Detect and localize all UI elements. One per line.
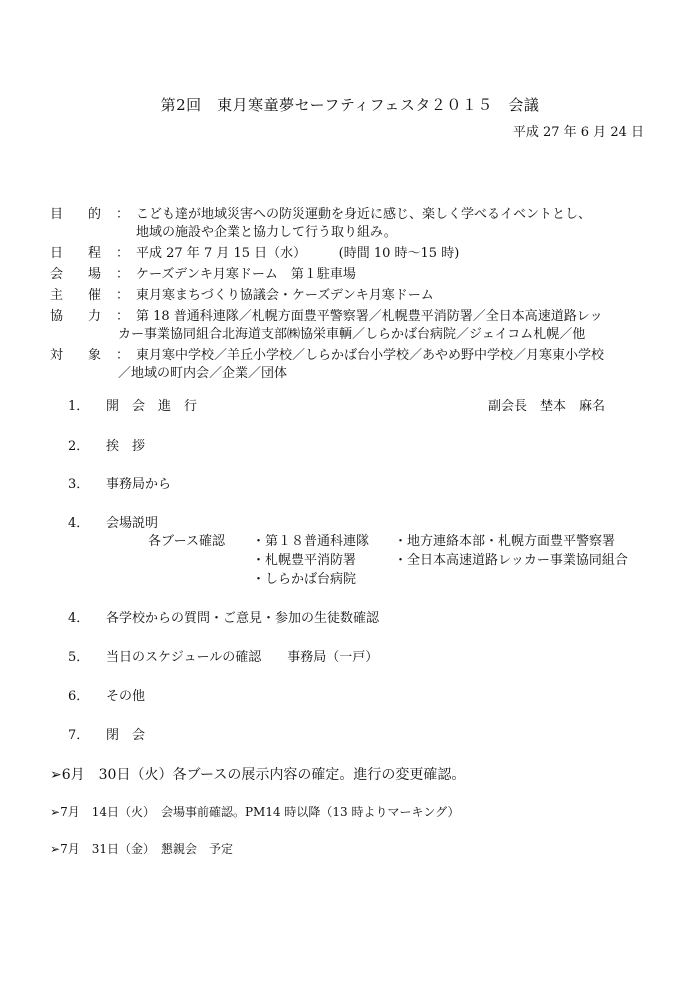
host-value: 東月寒まちづくり協議会・ケーズデンキ月寒ドーム — [136, 288, 434, 303]
agenda-item-greeting: 挨 拶 — [106, 439, 146, 454]
arrow-bullet-icon: ➢ — [50, 767, 62, 783]
agenda-number: 4． — [68, 516, 90, 531]
booth-item: ・しらかば台病院 — [252, 572, 357, 587]
agenda-item-closing: 閉 会 — [106, 728, 146, 743]
agenda-number: 1． — [68, 399, 90, 414]
note-text: 7月 31日（金） 懇親会 予定 — [60, 842, 233, 856]
booth-item: ・第１８普通科連隊 — [252, 534, 370, 549]
agenda-number: 2． — [68, 439, 90, 454]
agenda-number: 3． — [68, 477, 90, 492]
agenda-item-secretariat: 事務局から — [106, 477, 172, 492]
target-line-2: ／地域の町内会／企業／団体 — [118, 366, 288, 381]
label-char: 催 — [88, 288, 102, 303]
note-item — [50, 803, 460, 821]
agenda-item-schedule-check: 当日のスケジュールの確認 事務局（一戸） — [106, 650, 379, 665]
colon: ： — [116, 348, 130, 363]
agenda-item-school-questions: 各学校からの質問・ご意見・参加の生徒数確認 — [106, 611, 380, 626]
note-text: 7月 14日（火） 会場事前確認。PM14 時以降（13 時よりマーキング） — [60, 805, 460, 819]
document-title: 第2回 東月寒童夢セーフティフェスタ２０１５ 会議 — [160, 96, 540, 114]
colon: ： — [116, 207, 130, 222]
note-item — [50, 766, 465, 784]
agenda-number: 5． — [68, 650, 90, 665]
colon: ： — [116, 309, 130, 324]
agenda-number: 6． — [68, 689, 90, 704]
purpose-line-2: 地域の施設や企業と協力して行う取り組み。 — [136, 225, 397, 240]
note-item — [50, 840, 233, 858]
label-char: 力 — [88, 309, 102, 324]
colon: ： — [116, 267, 130, 282]
note-text: 6月 30日（火）各ブースの展示内容の確定。進行の変更確認。 — [61, 767, 466, 783]
agenda-number: 4． — [68, 611, 90, 626]
label-char: 対 — [50, 348, 64, 363]
colon: ： — [116, 288, 130, 303]
agenda-item-opening: 開 会 進 行 — [106, 399, 198, 414]
label-char: 程 — [88, 246, 102, 261]
arrow-bullet-icon: ➢ — [50, 842, 61, 856]
presenter: 副会長 埜本 麻名 — [488, 399, 606, 414]
venue-value: ケーズデンキ月寒ドーム 第１駐車場 — [136, 267, 356, 282]
agenda-number: 7． — [68, 728, 90, 743]
document-date: 平成 27 年 6 月 24 日 — [512, 125, 644, 140]
label-char: 主 — [50, 288, 64, 303]
cooperation-line-1: 第 18 普通科連隊／札幌方面豊平警察署／札幌豊平消防署／全日本高速道路レッ — [136, 309, 603, 324]
label-char: 会 — [50, 267, 64, 282]
label-char: 協 — [50, 309, 64, 324]
booth-item: ・札幌豊平消防署 — [252, 553, 357, 568]
arrow-bullet-icon: ➢ — [50, 805, 61, 819]
label-char: 日 — [50, 246, 64, 261]
colon: ： — [116, 246, 130, 261]
booth-item: ・全日本高速道路レッカー事業協同組合 — [394, 553, 628, 568]
agenda-item-other: その他 — [106, 689, 146, 704]
booth-check-label: 各ブース確認 — [148, 534, 225, 549]
label-char: 場 — [88, 267, 102, 282]
target-line-1: 東月寒中学校／羊丘小学校／しらかば台小学校／あやめ野中学校／月寒東小学校 — [136, 348, 605, 363]
purpose-line-1: こども達が地域災害への防災運動を身近に感じ、楽しく学べるイベントとし、 — [136, 207, 592, 222]
label-char: 的 — [88, 207, 102, 222]
booth-item: ・地方連絡本部・札幌方面豊平警察署 — [394, 534, 616, 549]
label-char: 目 — [50, 207, 64, 222]
cooperation-line-2: カー事業協同組合北海道支部㈱協栄車輌／しらかば台病院／ジェイコム札幌／他 — [118, 327, 586, 342]
schedule-value: 平成 27 年 7 月 15 日（水） (時間 10 時～15 時) — [136, 246, 460, 261]
label-char: 象 — [88, 348, 102, 363]
agenda-item-venue-explanation: 会場説明 — [106, 516, 159, 531]
